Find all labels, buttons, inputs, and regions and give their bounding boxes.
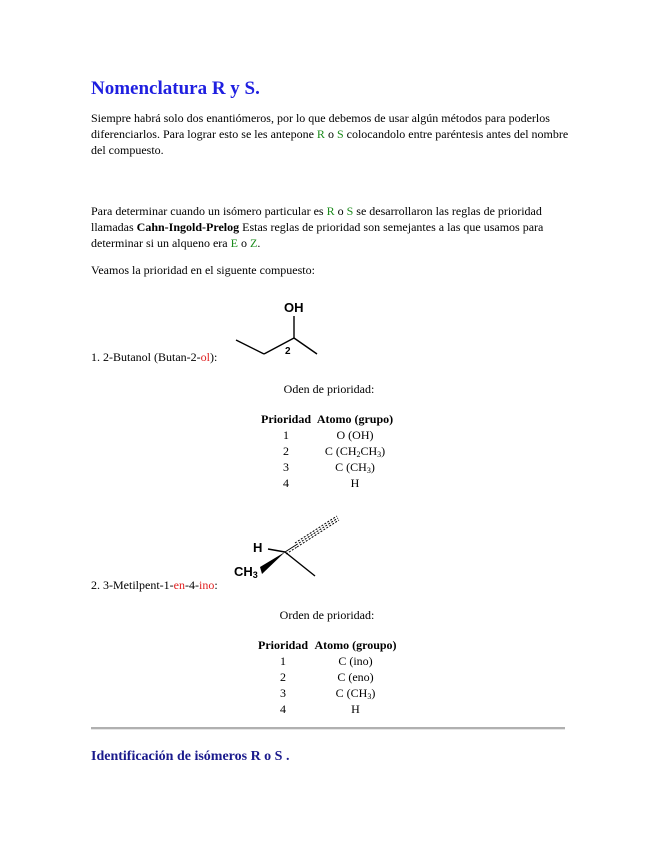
metilpentenino-structure [228,510,348,585]
intro-o: o [324,127,337,141]
priority-cell: 1 [283,428,289,442]
compound1-label-post: ): [210,350,218,364]
rules-r: R [326,204,335,218]
ch-sub: 3 [252,570,258,580]
compound2-label [91,577,569,593]
table-row [255,653,400,669]
atom-cell: C (eno) [337,670,374,684]
atom-text: C (CH [335,686,368,700]
priority-cell: 2 [280,670,286,684]
compound2-label-red2: ino [198,578,215,592]
atom-sub-2: 3 [377,450,382,459]
priority-cell: 2 [283,444,289,458]
table-row [259,459,397,475]
compound2-priority-table [255,637,400,717]
rules-z: Z [249,236,258,250]
atom-cell: H [350,476,360,490]
atom-text-2: ) [371,686,376,700]
compound1-label [91,349,569,365]
atom-cell [313,443,397,459]
priority-cell: 3 [280,686,286,700]
header-prioridad: Prioridad [258,638,308,652]
carbon-number-label: 2 [285,346,291,357]
intro-paragraph [91,110,569,158]
ch-text: CH [234,564,253,579]
atom-sub: 2 [356,450,361,459]
atom-sub: 3 [366,466,371,475]
intro-text-2: colocandolo entre paréntesis antes del nombre del compuesto. [91,127,569,157]
rules-paragraph [91,203,569,251]
compound1-priority-table [259,411,397,491]
compound2-label-mid: -4- [184,578,199,592]
rules-s: S [346,204,354,218]
atom-cell: H [351,702,360,716]
table-header-row [259,411,397,427]
header-atomo: Atomo (groupo) [314,638,397,652]
rules-text-1: Para determinar cuando un isómero particular es [91,204,327,218]
atom-text-2: ) [370,460,375,474]
atom-cell: O (OH) [336,428,374,442]
table-row [259,427,397,443]
atom-cell: C (ino) [338,654,373,668]
horizontal-divider [91,727,565,730]
table-row [259,443,397,459]
rules-text-3: Estas reglas de prioridad son semejantes a las que usamos para determinar si un alqueno era [91,220,544,250]
atom-cell [313,459,397,475]
table-header-row [255,637,400,653]
atom-end: ) [381,444,386,458]
priority-cell: 1 [280,654,286,668]
compound2-label-post: : [214,578,218,592]
atom-cell [311,685,400,701]
intro-r: R [316,127,325,141]
h-label: H [253,540,263,555]
intro-s: S [336,127,344,141]
priority-cell: 4 [283,476,289,490]
rules-cip: Cahn-Ingold-Prelog [136,220,240,234]
compound1-label-red: ol [200,350,210,364]
rules-text-2: se desarrollaron las reglas de prioridad llamadas [91,204,542,234]
compound1-label-pre: 1. 2-Butanol (Butan-2- [91,350,201,364]
table-row [255,701,400,717]
intro-text-1: Siempre habrá solo dos enantiómeros, por lo que debemos de usar algún métodos para poderlos diferenciarlos. Para lograr esto se les antepone [91,111,550,141]
atom-text: C (CH [324,444,357,458]
compound1-order-title: Oden de prioridad: [283,382,375,396]
table-row [255,669,400,685]
oh-label: OH [284,300,304,315]
priority-cell: 4 [280,702,286,716]
atom-text-2: CH [360,444,378,458]
header-atomo: Atomo (grupo) [316,412,394,426]
rules-o: o [334,204,347,218]
section-subtitle: Identificación de isómeros R o S . [91,749,290,764]
page-title: Nomenclatura R y S. [91,78,260,99]
veamos-text: Veamos la prioridad en el siguente compuesto: [91,263,315,277]
rules-o2: o [237,236,250,250]
atom-text: C (CH [335,460,367,474]
atom-sub: 3 [367,692,372,701]
rules-e: E [230,236,238,250]
header-prioridad: Prioridad [261,412,311,426]
rules-end: . [257,236,261,250]
compound2-label-red1: en [173,578,185,592]
priority-cell: 3 [283,460,289,474]
table-row [255,685,400,701]
table-row [259,475,397,491]
compound2-label-pre: 2. 3-Metilpent-1- [91,578,174,592]
compound2-order-title: Orden de prioridad: [279,608,375,622]
